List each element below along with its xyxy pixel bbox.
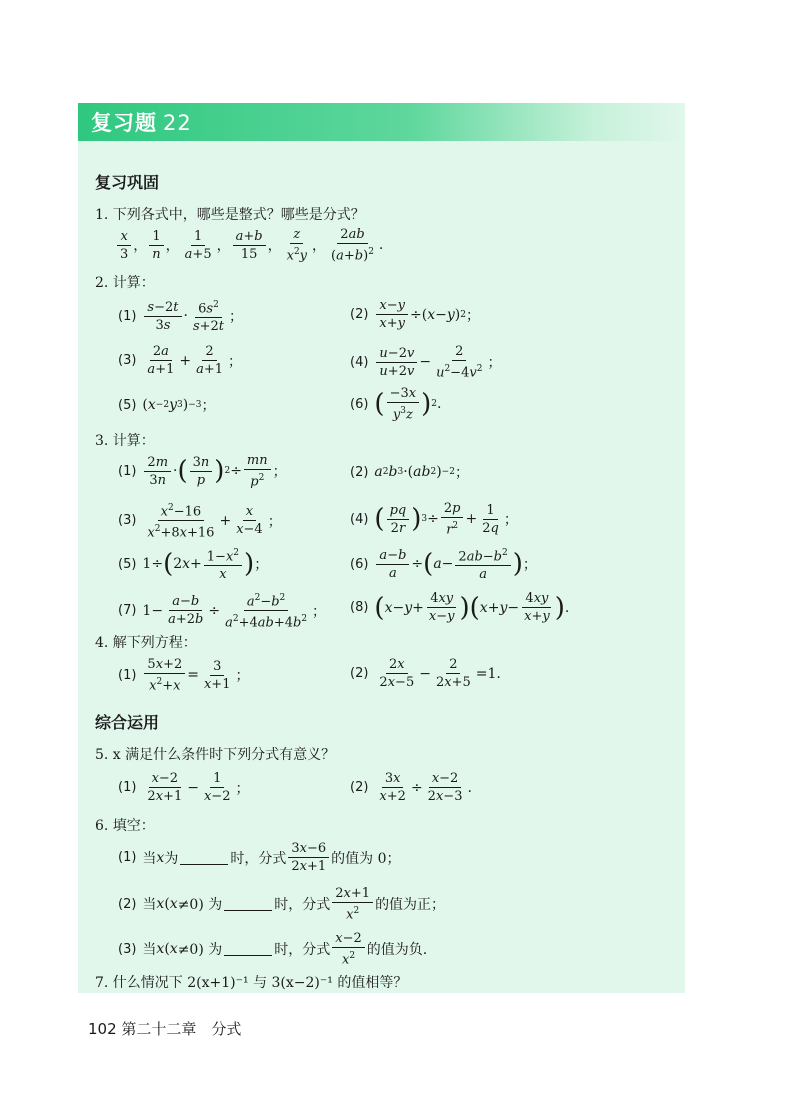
q4-item-2: (2) $\frac{2x}{2x-5}$ − $\frac{2}{2x+5}$ =1. [350,657,501,690]
q3-item-1: (1) $\frac{2m}{3n}$ · ( $\frac{3n}{p}$ ) 2 ÷ $\frac{mn}{p^2}$ ； [118,453,287,490]
question-2: 2. 计算： [95,275,155,291]
review-banner [78,103,685,141]
q2-item-5: (5) ( x −2 y 3 ) −3 ； [118,397,216,414]
q6-item-2: (2) 当 x ( x ≠0) 为 时，分式 $\frac{2x+1}{x^2}$ 的值为正； [118,886,446,923]
question-4: 4. 解下列方程： [95,635,197,651]
q3-item-5: (5) 1÷ ( 2 x + $\frac{1-x^2}{x}$ ) ； [118,545,268,583]
q3-item-3: (3) $\frac{x^2-16}{x^2+8x+16}$ + $\frac{x}{x-4}$ ； [118,500,282,542]
question-3: 3. 计算： [95,433,155,449]
question-1: 1. 下列各式中，哪些是整式？哪些是分式？ [95,207,365,223]
q6-item-3: (3) 当 x ( x ≠0) 为 时，分式 $\frac{x-2}{x^2}$ 的值为负. [118,931,428,968]
q2-item-1: (1) $\frac{s-2t}{3s}$ · $\frac{6s^2}{s+2t}$ ； [118,297,243,335]
question-5: 5. x 满足什么条件时下列分式有意义？ [95,747,336,763]
q2-item-2: (2) $\frac{x-y}{x+y}$ ÷( x − y ) 2 ； [350,298,480,331]
section-application: 综合运用 [95,713,160,732]
q5-item-2: (2) $\frac{3x}{x+2}$ ÷ $\frac{x-2}{2x-3}$ . [350,771,472,804]
question-6: 6. 填空： [95,818,155,834]
q6-item-1: (1) 当 x 为 时，分式 $\frac{3x-6}{2x+1}$ 的值为 0； [118,841,401,874]
q3-item-8: (8) ( x − y + $\frac{4xy}{x-y}$ ) ( x + y − $\frac{4xy}{x+y}$ ) . [350,591,570,624]
question-7: 7. 什么情况下 2(x+1)⁻¹ 与 3(x−2)⁻¹ 的值相等？ [95,975,408,991]
q2-item-3: (3) $\frac{2a}{a+1}$ + $\frac{2}{a+1}$ ； [118,344,243,377]
q3-item-7: (7) 1− $\frac{a-b}{a+2b}$ ÷ $\frac{a^2-b^2}{a^2+4ab+4b^2}$ ； [118,590,326,632]
q2-item-4: (4) $\frac{u-2v}{u+2v}$ − $\frac{2}{u^2-4v^2}$ ； [350,344,502,381]
q3-item-6: (6) $\frac{a-b}{a}$ ÷ ( a − $\frac{2ab-b^2}{a}$ ) ； [350,545,537,583]
q3-item-2: (2) a 2 b 3 ·( ab 2 ) −2 ； [350,464,469,481]
section-review: 复习巩固 [95,173,160,192]
answer-blank[interactable] [224,897,272,911]
q5-item-1: (1) $\frac{x-2}{2x+1}$ − $\frac{1}{x-2}$ ； [118,771,250,804]
answer-blank[interactable] [180,851,228,865]
q2-item-6: (6) ( $\frac{-3x}{y^3z}$ ) 2 . [350,386,442,423]
banner-title: 复习题 22 [91,111,192,135]
q4-item-1: (1) $\frac{5x+2}{x^2+x}$ = $\frac{3}{x+1}$ ； [118,657,250,694]
q1-expressions: $\frac{x}{3}$ ， $\frac{1}{n}$ ， $\frac{1}{a+5}$ ， $\frac{a+b}{15}$ ， $\frac{z}{x^2y}$ ， $\frac{2ab}{(a+b)^2}$ . [115,226,383,264]
page-footer: 102 第二十二章 分式 [88,1020,242,1038]
answer-blank[interactable] [224,942,272,956]
q3-item-4: (4) ( $\frac{pq}{2r}$ ) 3 ÷ $\frac{2p}{r^2}$ + $\frac{1}{2q}$ ； [350,501,518,538]
